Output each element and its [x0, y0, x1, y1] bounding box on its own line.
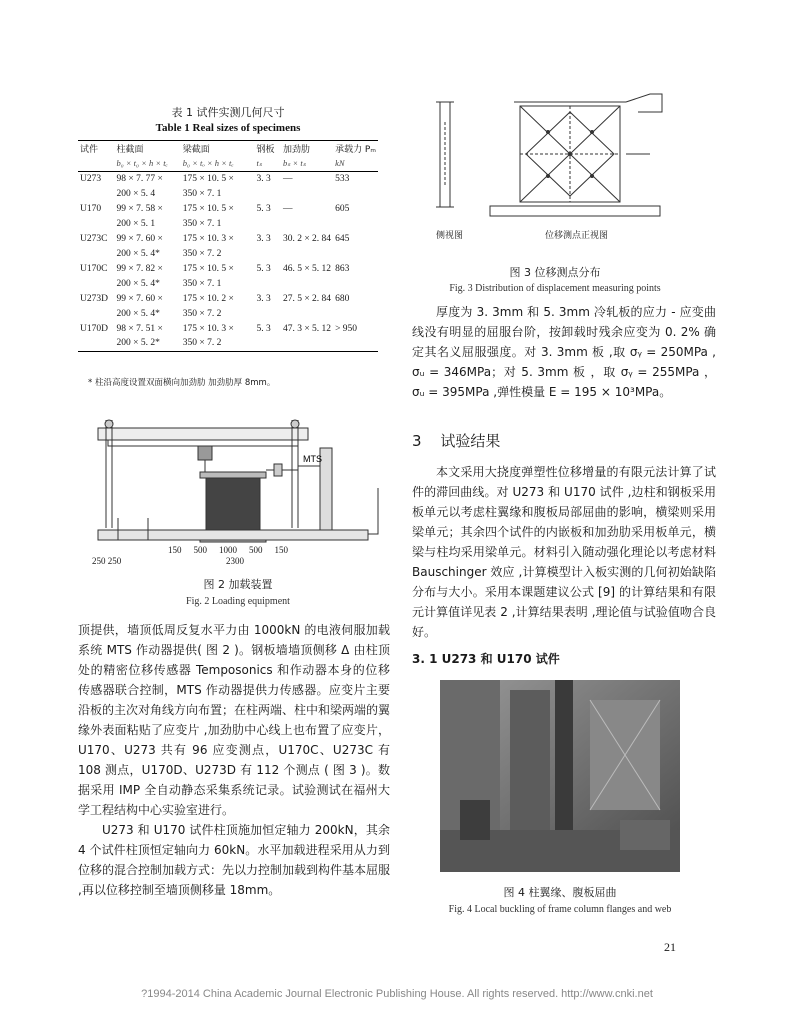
- table-row: [78, 201, 378, 216]
- table-cell: 5. 3: [256, 203, 271, 214]
- fig2-dim-total: 2300: [226, 556, 244, 566]
- table-cell: 99 × 7. 60 ×: [116, 293, 163, 304]
- table1-title-cn: 表 1 试件实测几何尺寸: [171, 106, 285, 119]
- table-cell: [281, 186, 333, 201]
- table-cell: 200 × 5. 4: [116, 188, 156, 199]
- fig2-caption-cn: 图 2 加载装置: [203, 578, 273, 591]
- right-paragraph-1-block: [412, 302, 716, 402]
- table-cell: [254, 306, 280, 321]
- fig3-caption-cn: 图 3 位移测点分布: [509, 266, 601, 279]
- footer-copyright: ?1994-2014 China Academic Journal Electronic Publishing House. All rights reserved. http://www.cnki.net: [141, 988, 653, 1000]
- table1-header-4: 加劲肋: [281, 141, 333, 157]
- table-cell: 200 × 5. 2*: [114, 336, 180, 351]
- table-cell: 3. 3: [256, 173, 271, 184]
- table-cell: U273: [80, 173, 102, 184]
- table1-footnote: * 柱沿高度设置双面横向加劲肋 加劲肋厚 8mm。: [88, 378, 276, 388]
- table-cell: [254, 246, 280, 261]
- fig3-measuring-points: [430, 92, 680, 240]
- table-cell: 350 × 7. 1: [182, 218, 222, 229]
- fig3-label-side: 侧视图: [436, 231, 464, 241]
- table-cell: [333, 216, 378, 231]
- table-row: [78, 291, 378, 306]
- fig2-dim-4: 150: [274, 545, 288, 555]
- fig2-dim-3: 500: [249, 545, 263, 555]
- table1-title-en: Table 1 Real sizes of specimens: [155, 122, 301, 134]
- table-cell: [254, 186, 280, 201]
- table-cell: 99 × 7. 60 ×: [116, 233, 163, 244]
- table-cell: 98 × 7. 77 ×: [116, 173, 163, 184]
- table-cell: 350 × 7. 2: [181, 336, 255, 351]
- section-heading: [412, 430, 500, 451]
- table-row: [78, 276, 378, 291]
- table-row: [78, 306, 378, 321]
- table-cell: 200 × 5. 4*: [116, 278, 160, 289]
- fig4-photo: [440, 680, 680, 872]
- table-cell: 46. 5 × 5. 12: [282, 263, 332, 274]
- right-paragraph-1: 厚度为 3. 3mm 和 5. 3mm 冷轧板的应力 - 应变曲线没有明显的屈服台阶，按卸载时残余应变为 0. 2% 确定其名义屈服强度。对 3. 3mm 板 ,取 σᵧ = 250MPa , σᵤ = 346MPa；对 5. 3mm 板 ，取 σᵧ = 255MPa ， σᵤ = 395MPa ,弹性模量 E = 195 × 10³MPa。: [412, 305, 716, 399]
- table-cell: 175 × 10. 5 ×: [182, 263, 234, 274]
- table-cell: U170D: [80, 323, 108, 334]
- table-cell: [78, 306, 114, 321]
- table-cell: [78, 276, 114, 291]
- table-cell: U170: [80, 203, 102, 214]
- table-cell: [254, 276, 280, 291]
- table1: [78, 140, 378, 352]
- fig2-caption-en: Fig. 2 Loading equipment: [186, 596, 290, 607]
- fig2-dim-0: 150: [168, 545, 182, 555]
- fig2-dim-1: 500: [193, 545, 207, 555]
- table-cell: 175 × 10. 5 ×: [182, 173, 234, 184]
- table-cell: 350 × 7. 2: [182, 308, 222, 319]
- fig2-dims-bottom: [168, 545, 288, 555]
- table-cell: 680: [335, 293, 350, 304]
- table1-header-5: 承载力 Pₘ: [333, 141, 378, 157]
- fig2-dim-2: 1000: [219, 545, 237, 555]
- table-cell: —: [282, 173, 293, 184]
- table-cell: 200 × 5. 4*: [116, 248, 160, 259]
- table-cell: [78, 336, 114, 351]
- table1-subheader-4: bₛ × tₛ: [281, 156, 333, 171]
- table-cell: 645: [335, 233, 350, 244]
- table1-header-3: 钢板: [254, 141, 280, 157]
- table-cell: [333, 336, 378, 351]
- fig3-label-front: 位移测点正视图: [545, 231, 609, 241]
- table-cell: U273C: [80, 233, 108, 244]
- table-cell: U273D: [80, 293, 108, 304]
- table-cell: 350 × 7. 1: [182, 278, 222, 289]
- table-cell: [281, 336, 333, 351]
- table-cell: 99 × 7. 58 ×: [116, 203, 163, 214]
- table-cell: 605: [335, 203, 350, 214]
- table-cell: [254, 336, 280, 351]
- table-row: [78, 261, 378, 276]
- table-cell: U170C: [80, 263, 108, 274]
- table-cell: [78, 216, 114, 231]
- table-cell: [254, 216, 280, 231]
- table-cell: [333, 276, 378, 291]
- table1-header-1: 柱截面: [114, 141, 180, 157]
- table1-subheader-2: b₀ × tₒ × h × tₑ: [181, 156, 255, 171]
- table1-header-2: 梁截面: [181, 141, 255, 157]
- table-cell: > 950: [335, 323, 358, 334]
- table-cell: [281, 246, 333, 261]
- table-row: [78, 171, 378, 186]
- table-cell: 200 × 5. 1: [116, 218, 156, 229]
- table-cell: 175 × 10. 3 ×: [182, 323, 234, 334]
- table-row: [78, 231, 378, 246]
- table1-subheader-5: kN: [333, 156, 378, 171]
- table-cell: 175 × 10. 5 ×: [182, 203, 234, 214]
- table-cell: 27. 5 × 2. 84: [282, 293, 332, 304]
- table-cell: [333, 186, 378, 201]
- table-cell: [281, 276, 333, 291]
- table-cell: 5. 3: [256, 323, 271, 334]
- table-cell: [281, 216, 333, 231]
- subsection-heading: 3. 1 U273 和 U170 试件: [412, 652, 560, 666]
- table-cell: 533: [335, 173, 350, 184]
- table-cell: 3. 3: [256, 233, 271, 244]
- table-cell: 350 × 7. 2: [182, 248, 222, 259]
- table-row: [78, 246, 378, 261]
- fig4-caption-en: Fig. 4 Local buckling of frame column flanges and web: [448, 904, 672, 915]
- table-cell: [78, 246, 114, 261]
- table-row: [78, 336, 378, 351]
- table-row: [78, 216, 378, 231]
- table-cell: [78, 186, 114, 201]
- buckling-photo-drawing: [440, 680, 680, 872]
- fig2-dims-left: 250 250: [92, 556, 122, 566]
- table1-subheader-3: tₛ: [254, 156, 280, 171]
- table-cell: 99 × 7. 82 ×: [116, 263, 163, 274]
- page-number: 21: [664, 940, 676, 954]
- table-cell: [281, 306, 333, 321]
- table-cell: —: [282, 203, 293, 214]
- table-cell: 175 × 10. 3 ×: [182, 233, 234, 244]
- right-paragraph-2: 本文采用大挠度弹塑性位移增量的有限元法计算了试件的滞回曲线。对 U273 和 U170 试件 ,边柱和钢板采用板单元以考虑柱翼缘和腹板局部屈曲的影响，横梁则采用梁单元；其余四个试件的内嵌板和加劲肋采用板单元，横梁与柱均采用梁单元。材料引入随动强化理论以考虑材料 Bauschinger 效应 ,计算模型计入板实测的几何初始缺陷分布与大小。采用本课题建议公式 [9] 的计算结果和有限元计算值详见表 2 ,计算结果表明 ,理论值与试验值吻合良好。: [412, 465, 716, 639]
- left-column-text: [78, 620, 390, 900]
- table-cell: [333, 246, 378, 261]
- table-cell: 863: [335, 263, 350, 274]
- measuring-points-drawing: [430, 92, 680, 240]
- section-number: 3: [412, 432, 422, 450]
- fig4-caption-cn: 图 4 柱翼缘、腹板屈曲: [503, 886, 617, 899]
- table-cell: [333, 306, 378, 321]
- table-cell: 200 × 5. 4*: [116, 308, 160, 319]
- table-cell: 3. 3: [256, 293, 271, 304]
- fig3-caption-en: Fig. 3 Distribution of displacement measuring points: [449, 283, 661, 294]
- table-cell: 175 × 10. 2 ×: [182, 293, 234, 304]
- table-cell: 98 × 7. 51 ×: [116, 323, 163, 334]
- table-cell: 350 × 7. 1: [182, 188, 222, 199]
- fig2-mts-label: MTS: [303, 454, 322, 464]
- table-row: [78, 186, 378, 201]
- section-title: 试验结果: [440, 432, 501, 450]
- right-paragraph-2-block: [412, 462, 716, 642]
- table-cell: 5. 3: [256, 263, 271, 274]
- table1-header-0: 试件: [78, 141, 114, 157]
- left-paragraph-2: U273 和 U170 试件柱顶施加恒定轴力 200kN，其余 4 个试件柱顶恒定轴向力 60kN。水平加载进程采用从力到位移的混合控制加载方式：先以力控制加载到构件基本屈服 ,再以位移控制至墙顶侧移量 18mm。: [78, 823, 391, 897]
- table-cell: 47. 3 × 5. 12: [282, 323, 332, 334]
- left-paragraph-1: 顶提供，墙顶低周反复水平力由 1000kN 的电液伺服加载系统 MTS 作动器提供( 图 2 )。钢板墙墙顶侧移 Δ 由柱顶处的精密位移传感器 Temposonics 和作动器本身的位移传感器联合控制，MTS 作动器提供力传感器。应变片主要沿板的主次对角线方向布置；在柱两端、柱中和梁两端的翼缘外表面粘贴了应变片 ,加劲肋中心线上也布置了应变片，U170、U273 共有 96 应变测点，U170C、U273C 有 108 测点，U170D、U273D 有 112 个测点 ( 图 3 )。数据采用 IMP 全自动静态采集系统记录。试验测试在福州大学工程结构中心实验室进行。: [78, 623, 391, 817]
- table1-subheader-1: b₀ × t₀ × h × tₑ: [114, 156, 180, 171]
- table-row: [78, 321, 378, 336]
- table1-subheader-0: [78, 156, 114, 171]
- table-cell: 30. 2 × 2. 84: [282, 233, 332, 244]
